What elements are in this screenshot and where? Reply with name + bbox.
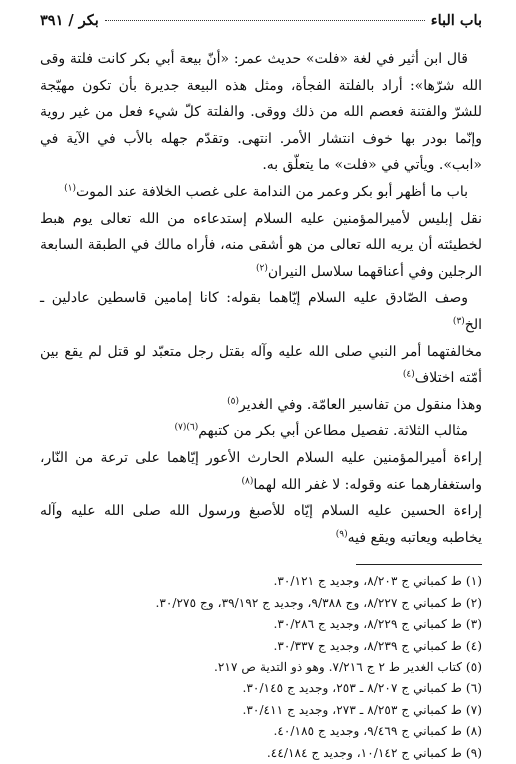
footnote-marker: (٣): [452, 316, 465, 327]
chapter-title: باب الباء: [430, 12, 482, 29]
footnote-marker: (٤): [402, 369, 415, 380]
footnote-marker: (٦)(٧): [174, 422, 199, 433]
paragraph-disobedience: مخالفتهما أمر النبي صلى الله عليه وآله بقتل رجل متعبّد لو قتل لم يقع بين أمّته اختلاف$^{(٤)}$: [40, 343, 482, 387]
footnote: (٧) ط كمباني ج ٨/٢٥٣ ـ ٢٧٣، وجديد ج ٣٠/٤١١.: [242, 702, 482, 717]
paragraph-harith: إراءة أميرالمؤمنين عليه السلام الحارث الأعور إيّاهما على ترعة من النّار، واستغفارهما عنه وقوله: لا غفر الله لهما$^{(٨)}$: [40, 449, 482, 493]
footnote-marker: (٥): [227, 396, 239, 407]
footnote-separator: [356, 564, 482, 565]
running-header: [40, 10, 482, 32]
book-page: [40, 10, 482, 760]
footnote: (٣) ط كمباني ج ٨/٢٢٩، وجديد ج ٣٠/٢٨٦.: [273, 617, 482, 632]
page-reference: بكر / ٣٩١: [40, 12, 99, 29]
footnote: (١) ط كمباني ج ٨/٢٠٣، وجديد ج ٣٠/١٢١.: [273, 574, 482, 589]
paragraph-tafsir: وهذا منقول من تفاسير العامّة. وفي الغدير$^{(٥)}$: [227, 396, 482, 413]
header-dot-leader: [105, 20, 425, 21]
footnotes: [40, 571, 482, 764]
paragraph-iblis: نقل إبليس لأميرالمؤمنين عليه السلام إستدعاءه من الله تعالى يوم هبط لخطيئته أن يريه الله تعالى من هو أشقى منه، فأراه مالك في الطبقة السابعة الرجلين وفي أعناقهما سلاسل النيران$^{(٢)}$: [40, 210, 482, 280]
footnote-marker: (١): [64, 183, 76, 194]
footnote-marker: (٢): [255, 263, 268, 274]
footnote: (٢) ط كمباني ج ٨/٢٢٧، وج ٩/٣٨٨، وجديد ج ٣٩/١٩٢، وج ٣٠/٢٧٥.: [155, 595, 482, 610]
paragraph-sadiq: وصف الصّادق عليه السلام إيّاهما بقوله: كانا إمامين قاسطين عادلين ـ الخ$^{(٣)}$: [40, 290, 482, 333]
paragraph-remorse: باب ما أظهر أبو بكر وعمر من الندامة على غصب الخلافة عند الموت$^{(١)}$: [64, 183, 468, 200]
paragraph-husayn: إراءة الحسين عليه السلام إيّاه للأصبغ ورسول الله صلى الله عليه وآله يخاطبه ويعاتبه ويقع فيه$^{(٩)}$: [40, 503, 482, 546]
footnote-marker: (٩): [335, 529, 348, 540]
footnote: (٨) ط كمباني ج ٩/٤٦٩، وجديد ج ٤٠/١٨٥.: [273, 724, 482, 739]
footnote: (٥) كتاب الغدير ط ٢ ج ٧/٢١٦. وهو ذو التدية ص ٢١٧.: [214, 659, 482, 674]
footnote-marker: (٨): [241, 475, 254, 486]
footnote: (٩) ط كمباني ج ١٠/١٤٢، وجديد ج ٤٤/١٨٤.: [266, 745, 482, 760]
footnote: (٦) ط كمباني ج ٨/٢٠٧ ـ ٢٥٣، وجديد ج ٣٠/١٤٥.: [242, 681, 482, 696]
main-text: [40, 46, 482, 551]
footnote: (٤) ط كمباني ج ٨/٢٣٩، وجديد ج ٣٠/٣٣٧.: [273, 638, 482, 653]
paragraph-fulta: قال ابن أثير في لغة «فلت» حديث عمر: «أنّ بيعة أبي بكر كانت فلتة وقى الله شرّها»: أراد بالفلتة الفجأة، ومثل هذه البيعة جديرة بأن تكون مهيّجة للشرّ والفتنة فعصم الله من ذلك ووقى. والفلتة كلّ شيء فعل من غير روية وإنّما بودر بها خوف انتشار الأمر. انتهى. وتقدّم جهله بالأب في الآية في «ابب». ويأتي في «فلت» ما يتعلّق به.: [40, 51, 482, 174]
paragraph-mathalib: مثالب الثلاثة. تفصيل مطاعن أبي بكر من كتبهم$^{(٦)(٧)}$: [174, 422, 468, 440]
